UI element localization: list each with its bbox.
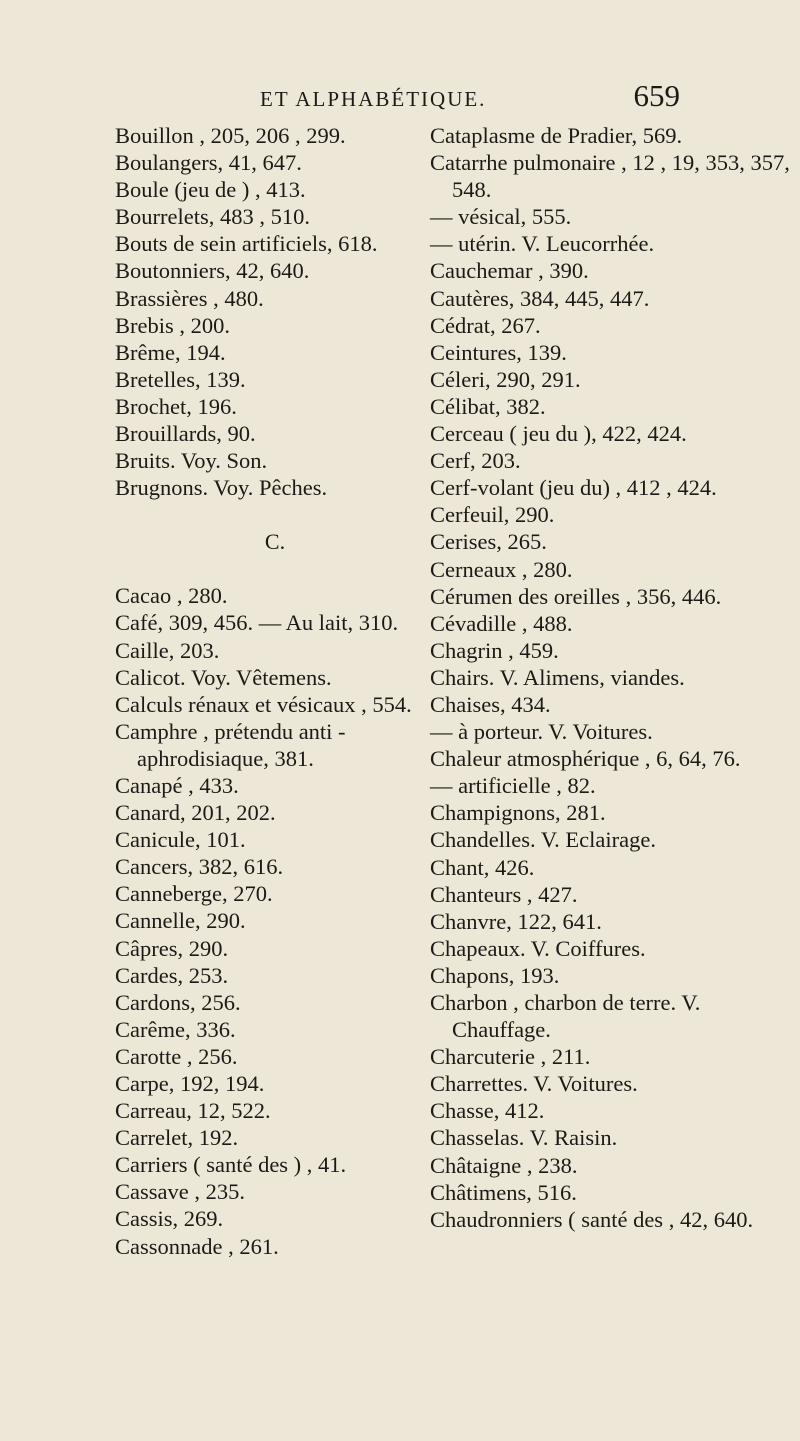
- index-entry: Châtimens, 516.: [430, 1179, 577, 1205]
- index-entry: Boulangers, 41, 647.: [115, 150, 302, 176]
- index-entry: Chapeaux. V. Coiffures.: [430, 935, 646, 961]
- index-entry: Cérumen des oreilles , 356, 446.: [430, 583, 722, 609]
- index-entry: Carriers ( santé des ) , 41.: [115, 1152, 347, 1178]
- index-entry: Ceintures, 139.: [430, 339, 567, 365]
- index-entry: Chasse, 412.: [430, 1098, 545, 1124]
- index-entry: Calicot. Voy. Vêtemens.: [115, 664, 332, 690]
- left-column: [115, 122, 475, 1260]
- section-letter: C.: [264, 529, 286, 555]
- index-entry: Camphre , prétendu anti - aphrodisiaque, 381.: [115, 718, 346, 771]
- index-entry: Cerceau ( jeu du ), 422, 424.: [430, 421, 687, 447]
- page-header: [260, 78, 680, 118]
- index-entry: Bourrelets, 483 , 510.: [115, 204, 310, 230]
- index-entry: Chagrin , 459.: [430, 637, 559, 663]
- index-entry: Brebis , 200.: [115, 312, 230, 338]
- index-entry: Champignons, 281.: [430, 800, 606, 826]
- index-entry: Cassave , 235.: [115, 1179, 245, 1205]
- index-entry: Carpe, 192, 194.: [115, 1071, 265, 1096]
- index-entry: Boutonniers, 42, 640.: [115, 258, 310, 284]
- index-entry: Brême, 194.: [115, 339, 226, 365]
- index-entry: Brouillards, 90.: [115, 421, 256, 447]
- index-entry: Cerises, 265.: [430, 529, 547, 555]
- index-entry: Carême, 336.: [115, 1016, 236, 1042]
- index-entry: Cerfeuil, 290.: [430, 502, 555, 528]
- index-entry: Bouts de sein artificiels, 618.: [115, 231, 378, 257]
- right-column: [430, 122, 790, 1233]
- index-entry: Cauchemar , 390.: [430, 258, 589, 284]
- index-entry: Bruits. Voy. Son.: [115, 448, 268, 474]
- index-entry: Charcuterie , 211.: [430, 1044, 591, 1070]
- index-entry: Carreau, 12, 522.: [115, 1098, 271, 1124]
- index-entry: Chapons, 193.: [430, 962, 560, 988]
- index-entry: Chasselas. V. Raisin.: [430, 1125, 618, 1151]
- index-entry: Chant, 426.: [430, 854, 535, 880]
- running-title: ET ALPHABÉTIQUE.: [260, 87, 487, 111]
- index-entry: Carrelet, 192.: [115, 1125, 239, 1151]
- index-entry: Cacao , 280.: [115, 583, 228, 609]
- index-entry: — vésical, 555.: [430, 204, 572, 230]
- index-entry: Cassis, 269.: [115, 1206, 224, 1232]
- index-entry: Chaleur atmosphérique , 6, 64, 76.: [430, 746, 741, 772]
- index-entry: Célibat, 382.: [430, 393, 546, 419]
- index-entry: Brochet, 196.: [115, 393, 237, 419]
- index-entry: Canard, 201, 202.: [115, 800, 276, 826]
- page-number: 659: [633, 78, 680, 113]
- index-entry: Cédrat, 267.: [430, 312, 541, 338]
- index-entry: Cassonnade , 261.: [115, 1233, 279, 1259]
- index-entry: Canneberge, 270.: [115, 881, 273, 907]
- right-entries: [430, 122, 790, 1233]
- index-entry: Charbon , charbon de terre. V. Chauffage.: [430, 990, 701, 1043]
- index-entry: Carotte , 256.: [115, 1043, 238, 1069]
- index-entry: Chaises, 434.: [430, 691, 551, 717]
- index-entry: Caille, 203.: [115, 637, 220, 663]
- index-entry: Café, 309, 456. — Au lait, 310.: [115, 610, 399, 636]
- index-entry: — artificielle , 82.: [430, 773, 596, 799]
- index-entry: Châtaigne , 238.: [430, 1152, 578, 1178]
- index-entry: Boule (jeu de ) , 413.: [115, 177, 306, 203]
- index-entry: Canapé , 433.: [115, 772, 239, 798]
- index-entry: Brugnons. Voy. Pêches.: [115, 475, 328, 501]
- index-entry: Cannelle, 290.: [115, 908, 246, 934]
- index-entry: — utérin. V. Leucorrhée.: [430, 231, 655, 257]
- left-entries-top: [115, 122, 475, 501]
- index-entry: Câpres, 290.: [115, 935, 229, 961]
- index-entry: Cerf-volant (jeu du) , 412 , 424.: [430, 475, 717, 501]
- index-entry: Chaudronniers ( santé des , 42, 640.: [430, 1206, 754, 1232]
- index-entry: Cataplasme de Pradier, 569.: [430, 123, 683, 148]
- index-entry: Cardons, 256.: [115, 989, 241, 1015]
- index-entry: Chandelles. V. Eclairage.: [430, 827, 656, 853]
- index-entry: Charrettes. V. Voitures.: [430, 1071, 638, 1097]
- index-entry: — à porteur. V. Voitures.: [430, 719, 653, 745]
- index-entry: Chairs. V. Alimens, viandes.: [430, 664, 685, 690]
- index-entry: Bretelles, 139.: [115, 366, 246, 392]
- left-entries-bottom: [115, 582, 475, 1259]
- index-entry: Cévadille , 488.: [430, 610, 573, 636]
- index-entry: Bouillon , 205, 206 , 299.: [115, 123, 346, 148]
- index-entry: Céleri, 290, 291.: [430, 366, 581, 392]
- index-entry: Chanteurs , 427.: [430, 881, 578, 907]
- index-entry: Cerf, 203.: [430, 448, 521, 474]
- index-entry: Cardes, 253.: [115, 962, 229, 988]
- index-entry: Canicule, 101.: [115, 827, 246, 853]
- index-entry: Chanvre, 122, 641.: [430, 908, 602, 934]
- index-entry: Cautères, 384, 445, 447.: [430, 285, 650, 311]
- index-entry: Catarrhe pulmonaire , 12 , 19, 353, 357, 548.: [430, 150, 790, 203]
- index-entry: Brassières , 480.: [115, 285, 264, 311]
- index-entry: Cancers, 382, 616.: [115, 854, 284, 880]
- index-entry: Calculs rénaux et vésicaux , 554.: [115, 691, 412, 717]
- index-entry: Cerneaux , 280.: [430, 556, 573, 582]
